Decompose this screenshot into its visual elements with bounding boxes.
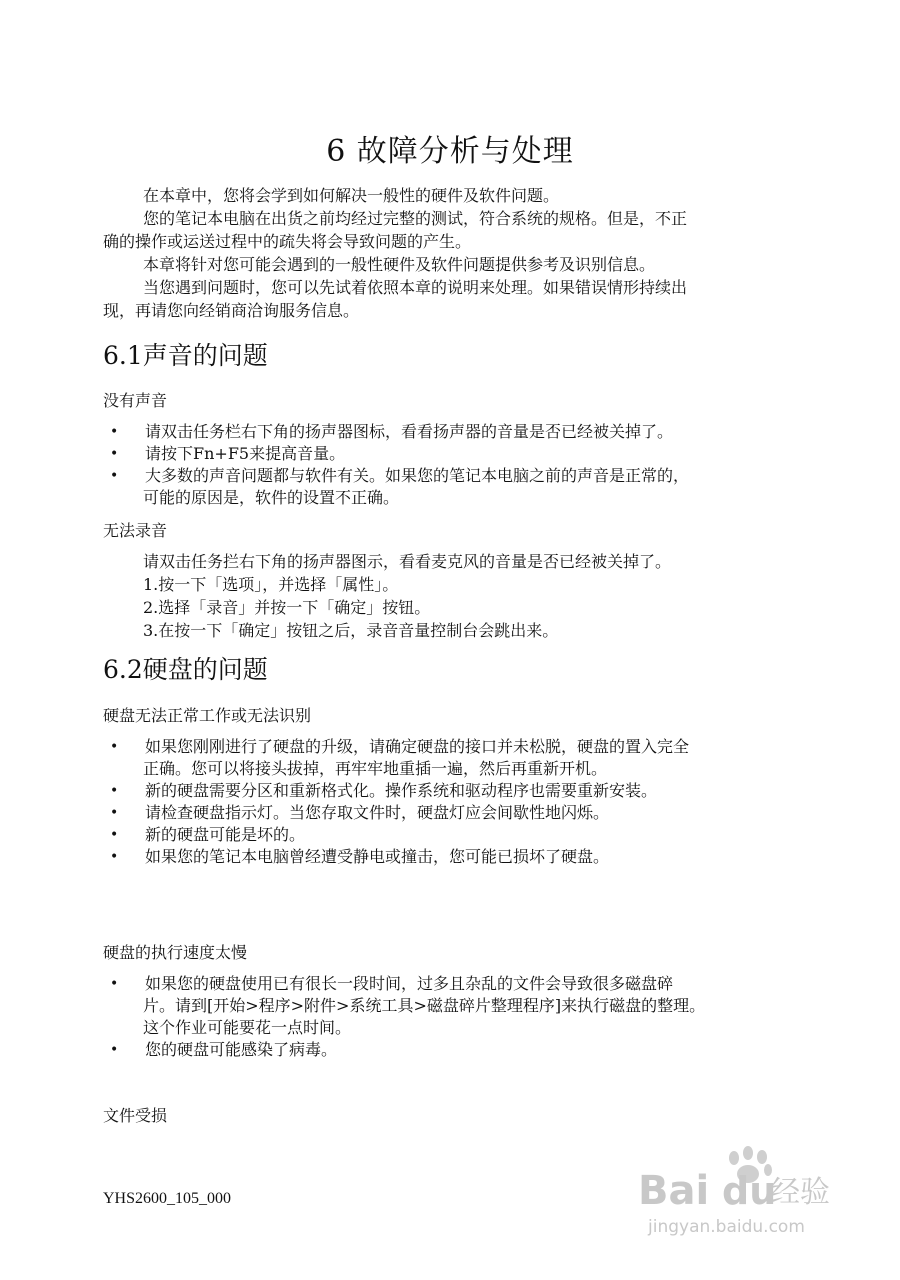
intro-line: 在本章中，您将会学到如何解决一般性的硬件及软件问题。 [143,186,560,205]
watermark-brand: Bai [638,1168,710,1214]
section-heading-sound: 6.1声音的问题 [103,341,268,370]
watermark-brand-du: du [722,1169,777,1213]
record-step: 3.在按一下「确定」按钮之后，录音音量控制台会跳出来。 [143,621,559,640]
bullet-icon: • [110,976,119,992]
bullet-icon: • [110,1042,119,1058]
list-item-continuation: 片。请到[开始>程序>附件>系统工具>磁盘碎片整理程序]来执行磁盘的整理。 [143,996,706,1015]
bullet-icon: • [110,783,119,799]
record-step: 2.选择「录音」并按一下「确定」按钮。 [143,598,431,617]
bullet-icon: • [110,424,119,440]
watermark-cn: 经验 [770,1175,830,1210]
bullet-icon: • [110,739,119,755]
intro-line: 当您遇到问题时，您可以先试着依照本章的说明来处理。如果错误情形持续出 [143,278,688,297]
section-heading-disk: 6.2硬盘的问题 [103,655,268,684]
intro-line: 您的笔记本电脑在出货之前均经过完整的测试，符合系统的规格。但是，不正 [143,209,688,228]
intro-line: 本章将针对您可能会遇到的一般性硬件及软件问题提供参考及识别信息。 [143,255,656,274]
record-step: 1.按一下「选项」，并选择「属性」。 [143,575,399,594]
bullet-icon: • [110,849,119,865]
page-footer-code: YHS2600_105_000 [103,1190,232,1207]
page-title: 6 故障分析与处理 [326,134,574,169]
watermark-url: jingyan.baidu.com [648,1217,805,1237]
record-line: 请双击任务拦右下角的扬声器图示，看看麦克风的音量是否已经被关掉了。 [143,552,672,571]
baidu-jingyan-watermark [638,1140,838,1240]
list-item-continuation: 这个作业可能要花一点时间。 [143,1018,352,1037]
intro-line: 确的操作或运送过程中的疏失将会导致问题的产生。 [103,232,472,251]
subheading-no-sound: 没有声音 [103,391,168,410]
subheading-file-damaged: 文件受损 [103,1106,168,1125]
subheading-no-record: 无法录音 [103,521,168,540]
bullet-icon: • [110,805,119,821]
intro-line: 现，再请您向经销商洽询服务信息。 [103,301,360,320]
subheading-disk-slow: 硬盘的执行速度太慢 [103,943,248,962]
bullet-icon: • [110,446,119,462]
list-item-continuation: 正确。您可以将接头拔掉，再牢牢地重插一遍，然后再重新开机。 [143,759,608,778]
list-item-continuation: 可能的原因是，软件的设置不正确。 [143,488,400,507]
bullet-icon: • [110,827,119,843]
bullet-icon: • [110,468,119,484]
subheading-disk-not-working: 硬盘无法正常工作或无法识别 [103,706,312,725]
